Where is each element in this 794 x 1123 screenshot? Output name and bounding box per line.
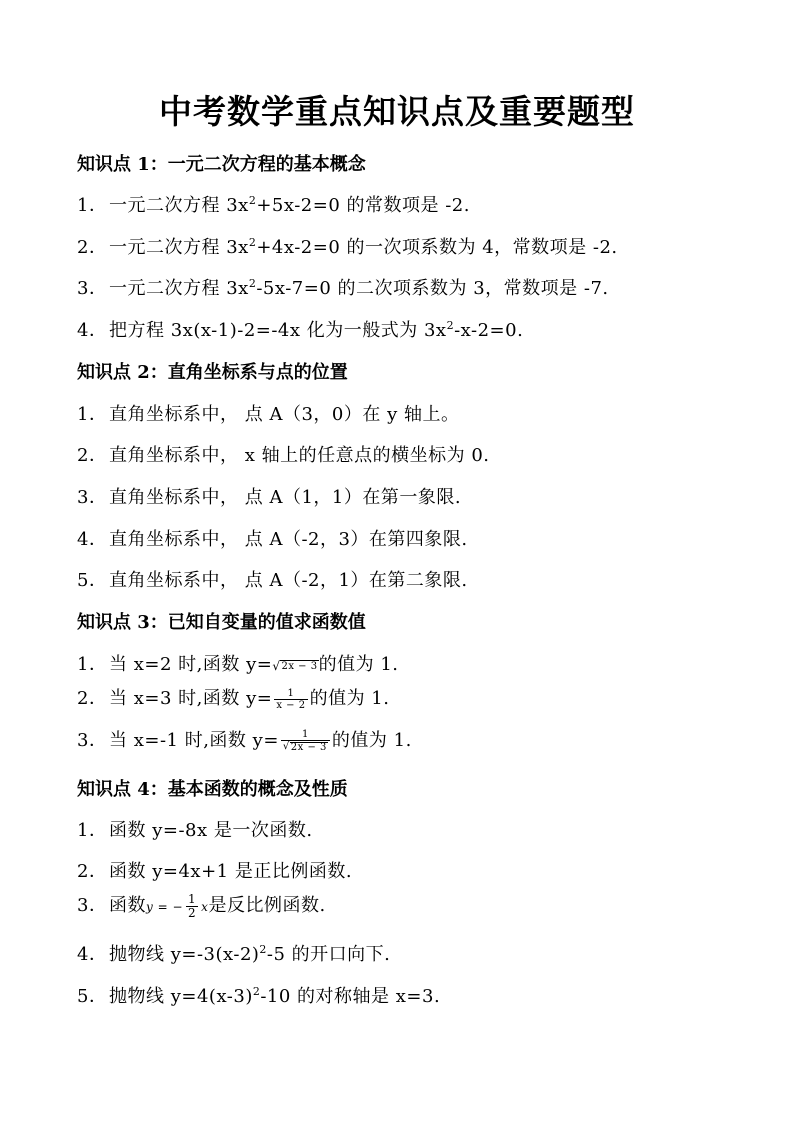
- item-text: -10 的对称轴是 x=3.: [260, 986, 441, 1007]
- list-item: [77, 650, 399, 676]
- list-item: [77, 726, 412, 753]
- list-item: [77, 274, 609, 300]
- item-text: +5x-2=0 的常数项是 -2.: [256, 195, 470, 216]
- superscript: 2: [446, 319, 455, 332]
- list-item: [77, 483, 461, 509]
- item-text: 函数 y=4x+1 是正比例函数.: [109, 861, 353, 882]
- superscript: 2: [248, 236, 257, 249]
- list-item: [77, 191, 470, 217]
- radicand: 2x − 3: [281, 661, 318, 672]
- item-number: 1．: [77, 654, 108, 675]
- item-text: 直角坐标系中， 点 A（-2，3）在第四象限.: [109, 529, 468, 550]
- superscript: 2: [252, 985, 261, 998]
- item-text: 是反比例函数.: [208, 895, 326, 916]
- item-number: 2．: [77, 445, 108, 466]
- item-number: 5．: [77, 986, 108, 1007]
- item-text: 一元二次方程 3x: [109, 278, 249, 299]
- item-text: 抛物线 y=4(x-3): [109, 986, 253, 1007]
- item-text: 把方程 3x(x-1)-2=-4x 化为一般式为 3x: [109, 320, 447, 341]
- item-number: 2．: [77, 861, 108, 882]
- item-text: 抛物线 y=-3(x-2): [109, 944, 260, 965]
- section-heading-4: 知识点 4：基本函数的概念及性质: [77, 779, 348, 800]
- fraction-denominator: [281, 740, 330, 753]
- fraction-numerator: 1: [188, 891, 197, 906]
- list-item: [77, 566, 468, 592]
- item-number: 5．: [77, 570, 108, 591]
- item-number: 2．: [77, 237, 108, 258]
- item-text: 直角坐标系中， 点 A（1，1）在第一象限.: [109, 487, 462, 508]
- item-text: 函数 y=-8x 是一次函数.: [109, 820, 313, 841]
- item-text: 直角坐标系中， 点 A（3，0）在 y 轴上。: [109, 404, 460, 425]
- item-text: +4x-2=0 的一次项系数为 4，常数项是 -2.: [256, 237, 618, 258]
- item-text: 函数: [109, 895, 146, 916]
- item-text: 一元二次方程 3x: [109, 195, 249, 216]
- list-item: [77, 684, 389, 711]
- list-item: [77, 525, 468, 551]
- item-number: 4．: [77, 944, 108, 965]
- item-text: -5x-7=0 的二次项系数为 3，常数项是 -7.: [256, 278, 609, 299]
- item-text: 直角坐标系中， 点 A（-2，1）在第二象限.: [109, 570, 468, 591]
- sqrt-expression: √ 2x − 3: [282, 741, 327, 753]
- item-number: 3．: [77, 895, 108, 916]
- superscript: 2: [248, 194, 257, 207]
- item-text: 的值为 1.: [309, 688, 390, 709]
- item-text: 当 x=-1 时,函数 y=: [109, 730, 279, 751]
- list-item: [77, 891, 326, 920]
- item-text: -5 的开口向下.: [266, 944, 391, 965]
- fraction-denominator: 2: [188, 905, 197, 920]
- item-text: 当 x=2 时,函数 y=: [109, 654, 273, 675]
- section-heading-1: 知识点 1：一元二次方程的基本概念: [77, 154, 366, 175]
- fraction-denominator: x − 2: [276, 699, 306, 711]
- math-variable: x: [201, 900, 209, 914]
- item-number: 1．: [77, 404, 108, 425]
- fraction: [274, 688, 307, 711]
- list-item: [77, 940, 390, 966]
- list-item: [77, 233, 618, 259]
- fraction: [185, 893, 199, 920]
- radicand: 2x − 3: [290, 742, 327, 753]
- fraction: [281, 729, 330, 753]
- list-item: [77, 816, 313, 842]
- item-number: 1．: [77, 820, 108, 841]
- item-text: 直角坐标系中， x 轴上的任意点的横坐标为 0.: [109, 445, 490, 466]
- page-title: 中考数学重点知识点及重要题型: [159, 92, 635, 131]
- item-text: 当 x=3 时,函数 y=: [109, 688, 273, 709]
- item-number: 4．: [77, 529, 108, 550]
- item-number: 2．: [77, 688, 108, 709]
- item-number: 3．: [77, 730, 108, 751]
- superscript: 2: [248, 277, 257, 290]
- item-text: 的值为 1.: [318, 654, 399, 675]
- list-item: [77, 400, 459, 426]
- superscript: 2: [259, 943, 267, 956]
- list-item: [77, 441, 490, 467]
- list-item: [77, 982, 440, 1008]
- fraction-numerator: 1: [287, 687, 295, 699]
- item-number: 3．: [77, 278, 108, 299]
- list-item: [77, 316, 523, 342]
- section-heading-2: 知识点 2：直角坐标系与点的位置: [77, 362, 348, 383]
- item-number: 1．: [77, 195, 108, 216]
- item-number: 3．: [77, 487, 108, 508]
- section-heading-3: 知识点 3：已知自变量的值求函数值: [77, 612, 366, 633]
- fraction-numerator: 1: [301, 729, 309, 740]
- math-lhs: y = −: [146, 900, 184, 914]
- list-item: [77, 857, 352, 883]
- item-text: 一元二次方程 3x: [109, 237, 249, 258]
- sqrt-expression: √ 2x − 3: [272, 659, 318, 673]
- item-text: -x-2=0.: [454, 320, 524, 341]
- item-number: 4．: [77, 320, 108, 341]
- item-text: 的值为 1.: [331, 730, 412, 751]
